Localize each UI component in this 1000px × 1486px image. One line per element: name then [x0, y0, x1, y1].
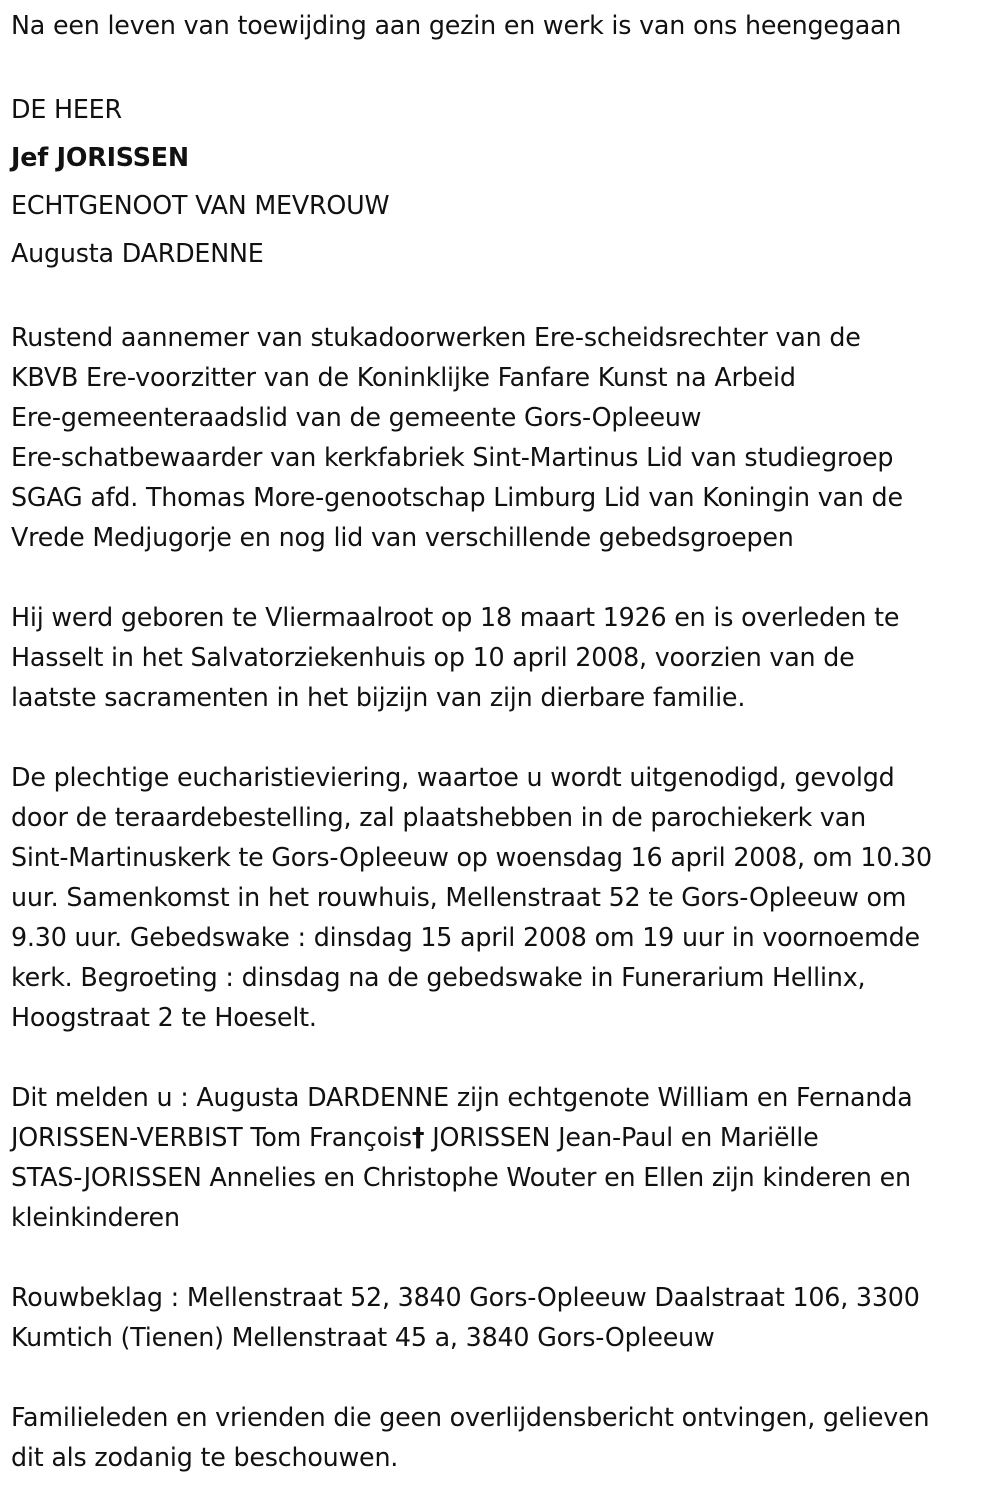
ceremony-line: De plechtige eucharistieviering, waartoe u wordt uitgenodigd, gevolgd — [11, 763, 895, 793]
birth-death-line: Hij werd geboren te Vliermaalroot op 18 maart 1926 en is overleden te — [11, 603, 900, 633]
header-block — [11, 86, 1000, 278]
spacer — [11, 1358, 1000, 1398]
condolences-line: Rouwbeklag : Mellenstraat 52, 3840 Gors-Opleeuw Daalstraat 106, 3300 — [11, 1283, 920, 1313]
closing-line: Familieleden en vrienden die geen overlijdensbericht ontvingen, gelieven — [11, 1403, 930, 1433]
ceremony-line: uur. Samenkomst in het rouwhuis, Mellenstraat 52 te Gors-Opleeuw om — [11, 883, 907, 913]
closing-line: dit als zodanig te beschouwen. — [11, 1443, 399, 1473]
family-paragraph — [11, 1078, 1000, 1238]
ceremony-line: 9.30 uur. Gebedswake : dinsdag 15 april 2008 om 19 uur in voornoemde — [11, 923, 920, 953]
functions-line: Vrede Medjugorje en nog lid van verschillende gebedsgroepen — [11, 523, 794, 553]
family-line: kleinkinderen — [11, 1203, 180, 1233]
ceremony-paragraph — [11, 758, 1000, 1038]
condolences-paragraph — [11, 1278, 1000, 1358]
family-text: JORISSEN Jean-Paul en Mariëlle — [424, 1123, 819, 1153]
birth-death-line: Hasselt in het Salvatorziekenhuis op 10 april 2008, voorzien van de — [11, 643, 855, 673]
cross-icon: † — [411, 1123, 425, 1153]
spouse-label: ECHTGENOOT VAN MEVROUW — [11, 191, 390, 221]
ceremony-line: Hoogstraat 2 te Hoeselt. — [11, 1003, 317, 1033]
family-line — [11, 1118, 994, 1158]
title-prefix: DE HEER — [11, 95, 122, 125]
family-text: JORISSEN-VERBIST Tom François — [11, 1123, 412, 1153]
family-line: STAS-JORISSEN Annelies en Christophe Wouter en Ellen zijn kinderen en — [11, 1163, 911, 1193]
birth-death-paragraph — [11, 598, 1000, 718]
spouse-name: Augusta DARDENNE — [11, 239, 264, 269]
spacer — [11, 278, 1000, 318]
intro-text: Na een leven van toewijding aan gezin en werk is van ons heengegaan — [11, 11, 902, 41]
closing-paragraph — [11, 1398, 1000, 1478]
functions-paragraph — [11, 318, 1000, 558]
ceremony-line: door de teraardebestelling, zal plaatshebben in de parochiekerk van — [11, 803, 866, 833]
ceremony-line: Sint-Martinuskerk te Gors-Opleeuw op woensdag 16 april 2008, om 10.30 — [11, 843, 932, 873]
birth-death-line: laatste sacramenten in het bijzijn van zijn dierbare familie. — [11, 683, 746, 713]
functions-line: KBVB Ere-voorzitter van de Koninklijke Fanfare Kunst na Arbeid — [11, 363, 796, 393]
spacer — [11, 558, 1000, 598]
ceremony-line: kerk. Begroeting : dinsdag na de gebedswake in Funerarium Hellinx, — [11, 963, 866, 993]
spacer — [11, 718, 1000, 758]
deceased-name: Jef JORISSEN — [11, 143, 189, 173]
spacer — [11, 1238, 1000, 1278]
functions-line: SGAG afd. Thomas More-genootschap Limburg Lid van Koningin van de — [11, 483, 903, 513]
functions-line: Ere-schatbewaarder van kerkfabriek Sint-Martinus Lid van studiegroep — [11, 443, 894, 473]
family-line: Dit melden u : Augusta DARDENNE zijn echtgenote William en Fernanda — [11, 1083, 913, 1113]
spacer — [11, 46, 1000, 86]
functions-line: Ere-gemeenteraadslid van de gemeente Gors-Opleeuw — [11, 403, 702, 433]
spacer — [11, 1038, 1000, 1078]
condolences-line: Kumtich (Tienen) Mellenstraat 45 a, 3840 Gors-Opleeuw — [11, 1323, 715, 1353]
functions-line: Rustend aannemer van stukadoorwerken Ere-scheidsrechter van de — [11, 323, 861, 353]
